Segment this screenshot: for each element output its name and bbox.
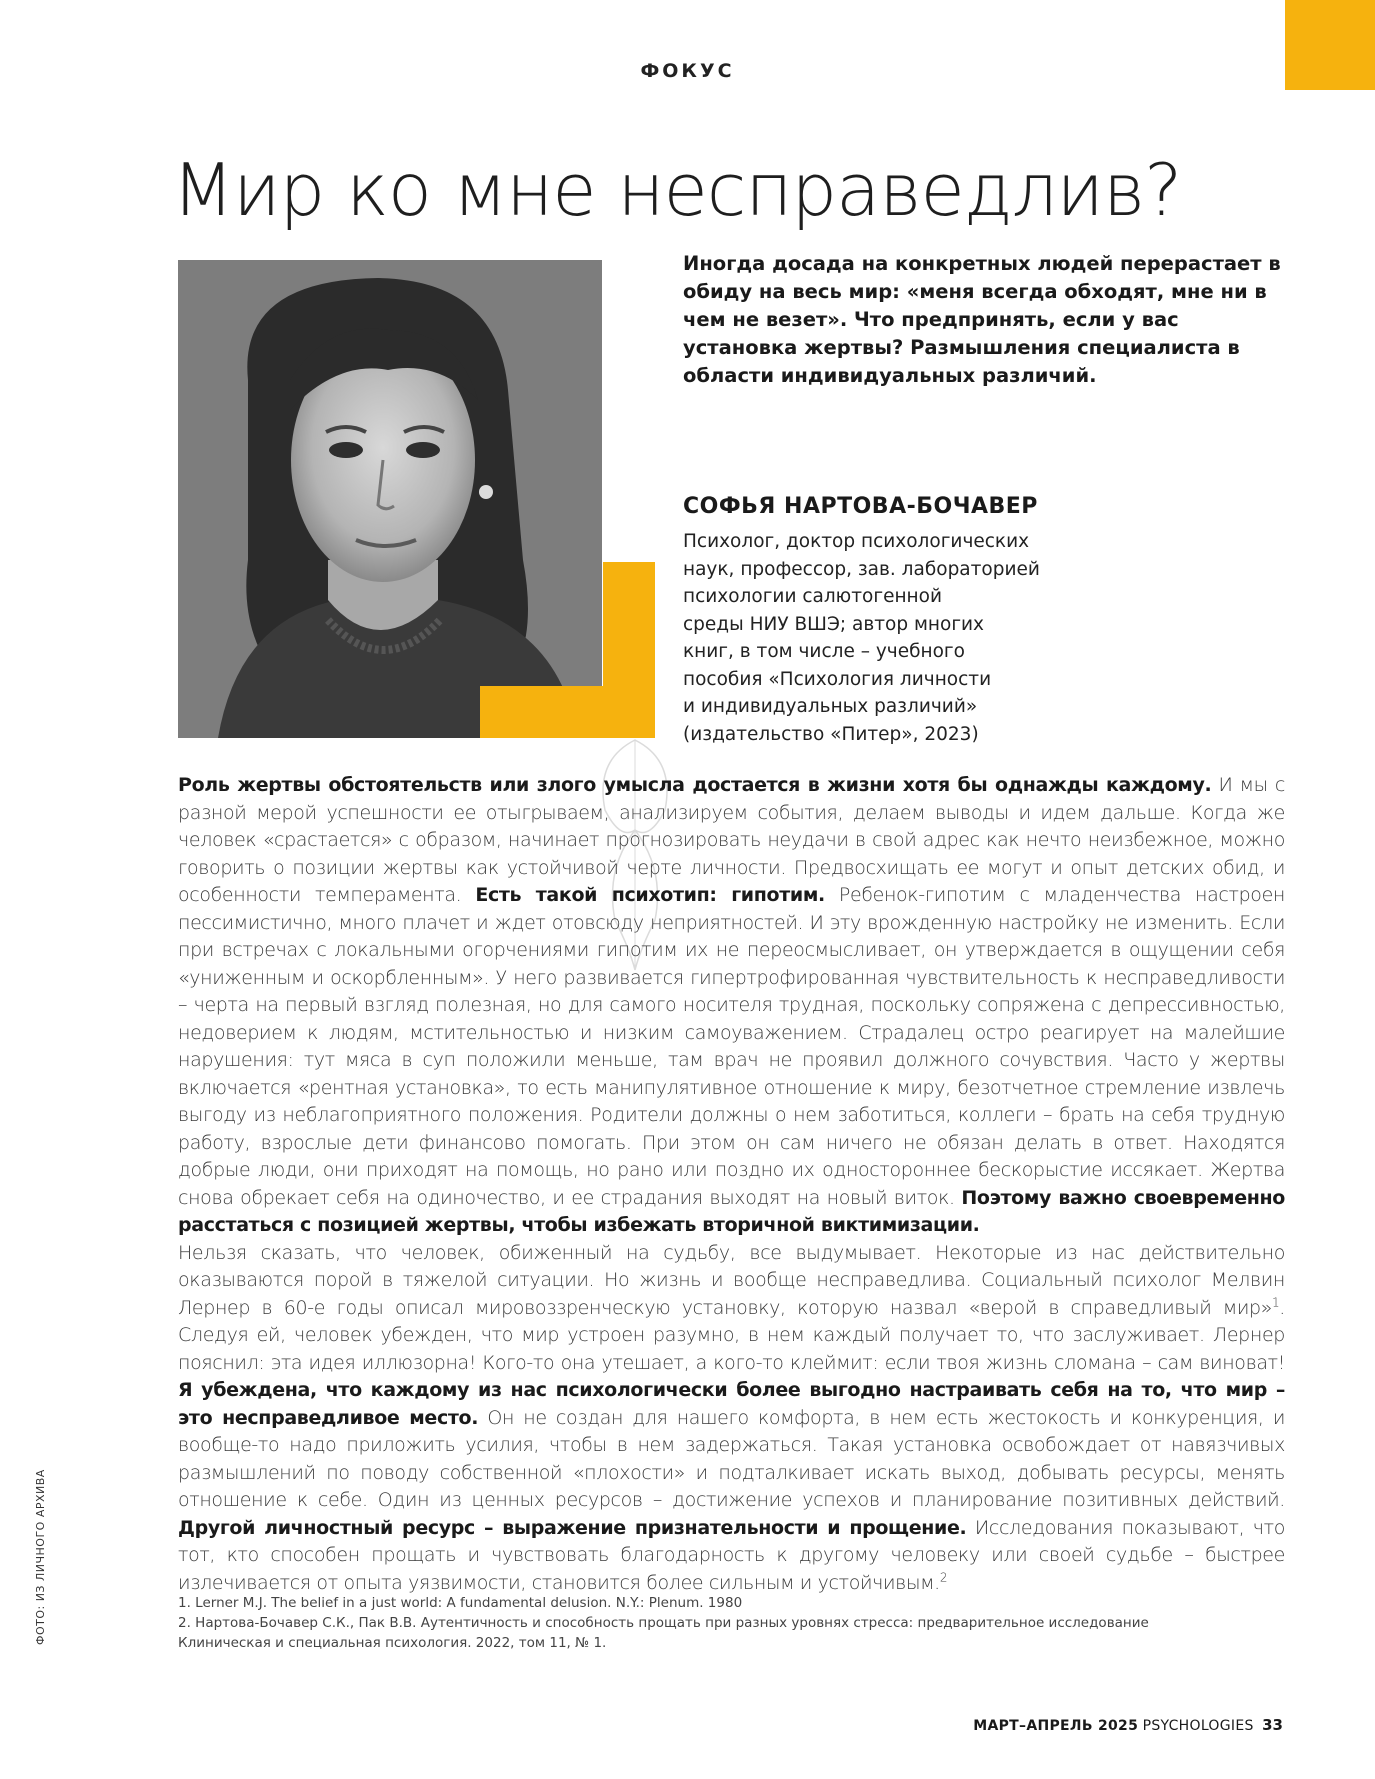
- text-run: Нельзя сказать, что человек, обиженный на судьбу, все выдумывает. Некоторые из нас действительно оказываются порой в тяжелой ситуации. Но жизнь и вообще несправедлива. Социальный психолог Мелвин Лернер в 60-е годы описал мировоззренческую установку, которую назвал «верой в справедливый мир»: [178, 1241, 1285, 1319]
- page-number: 33: [1262, 1716, 1283, 1734]
- bold-phrase: Роль жертвы обстоятельств или злого умысла достается в жизни хотя бы однажды каждому.: [178, 774, 1212, 796]
- bold-phrase: Я убеждена, что каждому из нас психологически более выгодно настраивать себя на то, что мир – это несправедливое место.: [178, 1379, 1285, 1429]
- author-bio-line: и индивидуальных различий»: [683, 696, 978, 717]
- author-photo: [178, 260, 602, 738]
- author-bio-line: книг, в том числе – учебного: [683, 641, 965, 662]
- author-bio-line: наук, профессор, зав. лабораторией: [683, 558, 1040, 580]
- author-bio: [683, 528, 1063, 748]
- bold-phrase: Есть такой психотип: гипотим.: [475, 884, 825, 906]
- footnote-ref[interactable]: 2: [939, 1570, 948, 1585]
- section-label: ФОКУС: [640, 60, 735, 82]
- text-run: Он не создан для нашего комфорта, в нем есть жестокость и конкуренция, и вообще-то надо приложить усилия, чтобы в нем задержаться. Такая установка освобождает от навязчивых размышлений по поводу собственной «плохости» и подталкивает искать выход, добывать ресурсы, менять отношение к себе. Один из ценных ресурсов – достижение успехов и планирование позитивных действий.: [178, 1406, 1286, 1511]
- footnote-ref[interactable]: 1: [1272, 1295, 1280, 1310]
- author-bio-line: психологии салютогенной: [683, 586, 942, 607]
- footnote-item: 2. Нартова-Бочавер С.К., Пак В.В. Аутентичность и способность прощать при разных уровнях стресса: предварительное исследование: [178, 1615, 1149, 1631]
- article-lead: Иногда досада на конкретных людей перерастает в обиду на весь мир: «меня всегда обходят, мне ни в чем не везет». Что предпринять, если у вас установка жертвы? Размышления специалиста в области индивидуальных различий.: [683, 252, 1281, 387]
- article-title: Мир ко мне несправедлив?: [172, 148, 1182, 232]
- text-run: Ребенок-гипотим с младенчества настроен пессимистично, много плачет и ждет отовсюду неприятностей. И эту врожденную настройку не изменить. Если при встречах с локальными огорчениями гипотим их не переосмысливает, он утверждается в ощущении себя «униженным и оскорбленным». У него развивается гипертрофированная чувствительность к несправедливости – черта на первый взгляд полезная, но для самого носителя трудная, поскольку сопряжена с депрессивностью, недоверием к людям, мстительностью и низким самоуважением. Страдалец остро реагирует на малейшие нарушения: тут мяса в суп положили меньше, там врач не проявил должного сочувствия. Часто у жертвы включается «рентная установка», то есть манипулятивное отношение к миру, безотчетное стремление извлечь выгоду из неблагоприятного положения. Родители должны о нем заботиться, коллеги – брать на себя трудную работу, взрослые дети финансово помогать. При этом он сам ничего не обязан делать в ответ. Находятся добрые люди, они приходят на помощь, но рано или поздно их одностороннее бескорыстие иссякает. Жертва снова обрекает себя на одиночество, и ее страдания выходят на новый виток.: [178, 884, 1285, 1209]
- body-paragraph: [178, 1240, 1285, 1598]
- issue-date: МАРТ–АПРЕЛЬ 2025: [973, 1718, 1139, 1734]
- author-name: СОФЬЯ НАРТОВА-БОЧАВЕР: [683, 494, 1038, 519]
- text-run: . Следуя ей, человек убежден, что мир устроен разумно, в нем каждый получает то, что заслуживает. Лернер пояснил: эта идея иллюзорна! Кого-то она утешает, а кого-то клеймит: если твоя жизнь сломана – сам виноват!: [178, 1296, 1285, 1374]
- footnote-item: 1. Lerner M.J. The belief in a just world: A fundamental delusion. N.Y.: Plenum. 1980: [178, 1595, 743, 1611]
- bold-phrase: Поэтому важно своевременно расстаться с позицией жертвы, чтобы избежать вторичной виктимизации.: [178, 1186, 1285, 1236]
- footnotes: [178, 1593, 1178, 1653]
- portrait-illustration: [178, 260, 602, 738]
- author-bio-line: среды НИУ ВШЭ; автор многих: [683, 613, 985, 635]
- photo-credit: ФОТО: ИЗ ЛИЧНОГО АРХИВА: [34, 1469, 47, 1645]
- author-bio-line: (издательство «Питер», 2023): [683, 723, 979, 745]
- text-run: И мы с разной мерой успешности ее отыгрываем, анализируем события, делаем выводы и идем дальше. Когда же человек «срастается» с образом, начинает прогнозировать неудачи в свой адрес как нечто неизбежное, можно говорить о позиции жертвы как устойчивой черте личности. Предвосхищать ее могут и опыт детских обид, и особенности темперамента.: [178, 774, 1285, 906]
- magazine-brand: PSYCHOLOGIES: [1142, 1718, 1254, 1734]
- author-bio-line: Психолог, доктор психологических: [683, 531, 1030, 552]
- footnote-item: Клиническая и специальная психология. 2022, том 11, № 1.: [178, 1635, 607, 1651]
- text-run: Исследования показывают, что тот, кто способен прощать и чувствовать благодарность к другому человеку или своей судьбе – быстрее излечивается от опыта уязвимости, становится более сильным и устойчивым.: [178, 1516, 1285, 1594]
- body-paragraph: [178, 772, 1285, 1240]
- page-footer: [973, 1716, 1283, 1734]
- article-body: [178, 772, 1285, 1597]
- bold-phrase: Другой личностный ресурс – выражение признательности и прощение.: [178, 1516, 967, 1539]
- author-bio-line: пособия «Психология личности: [683, 668, 992, 690]
